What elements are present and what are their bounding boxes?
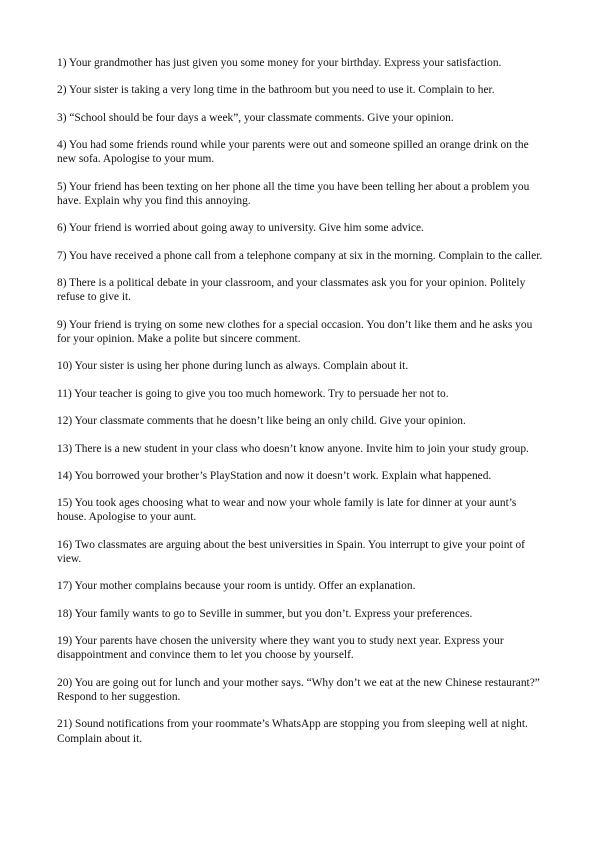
prompt-item-5: 5) Your friend has been texting on her phone all the time you have been telling her about a problem you have. Explain why you find this annoying. <box>57 180 530 207</box>
prompt-item-10: 10) Your sister is using her phone during lunch as always. Complain about it. <box>57 360 409 373</box>
prompt-item-21: 21) Sound notifications from your roommate’s WhatsApp are stopping you from sleeping well at night. Complain about it. <box>57 718 528 745</box>
prompt-item-7: 7) You have received a phone call from a telephone company at six in the morning. Complain to the caller. <box>57 249 543 262</box>
prompt-item-4: 4) You had some friends round while your parents were out and someone spilled an orange drink on the new sofa. Apologise to your mum. <box>57 139 529 166</box>
prompt-item-3: 3) “School should be four days a week”, your classmate comments. Give your opinion. <box>57 111 454 124</box>
prompt-item-20: 20) You are going out for lunch and your mother says. “Why don’t we eat at the new Chinese restaurant?” Respond to her suggestion. <box>57 676 540 704</box>
prompt-item-17: 17) Your mother complains because your room is untidy. Offer an explanation. <box>57 580 416 593</box>
prompt-item-15: 15) You took ages choosing what to wear and now your whole family is late for dinner at your aunt’s house. Apologise to your aunt. <box>57 497 517 524</box>
prompt-item-9: 9) Your friend is trying on some new clothes for a special occasion. You don’t like them and he asks you for your opinion. Make a polite but sincere comment. <box>57 318 533 345</box>
prompt-item-14: 14) You borrowed your brother’s PlayStation and now it doesn’t work. Explain what happened. <box>57 469 492 482</box>
prompt-item-8: 8) There is a political debate in your classroom, and your classmates ask you for your opinion. Politely refuse to give it. <box>57 277 526 304</box>
prompt-item-11: 11) Your teacher is going to give you too much homework. Try to persuade her not to. <box>57 387 449 400</box>
prompt-item-6: 6) Your friend is worried about going away to university. Give him some advice. <box>57 222 424 235</box>
prompt-item-1: 1) Your grandmother has just given you some money for your birthday. Express your satisfaction. <box>57 57 502 69</box>
prompt-list <box>57 56 545 759</box>
prompt-item-19: 19) Your parents have chosen the university where they want you to study next year. Express your disappointment and convince them to let you choose by yourself. <box>57 635 504 662</box>
prompt-item-2: 2) Your sister is taking a very long time in the bathroom but you need to use it. Complain to her. <box>57 84 495 97</box>
prompt-item-18: 18) Your family wants to go to Seville in summer, but you don’t. Express your preferences. <box>57 607 473 620</box>
prompt-item-13: 13) There is a new student in your class who doesn’t know anyone. Invite him to join your study group. <box>57 442 529 455</box>
prompt-item-16: 16) Two classmates are arguing about the best universities in Spain. You interrupt to give your point of view. <box>57 538 525 566</box>
prompt-item-12: 12) Your classmate comments that he doesn’t like being an only child. Give your opinion. <box>57 415 466 428</box>
